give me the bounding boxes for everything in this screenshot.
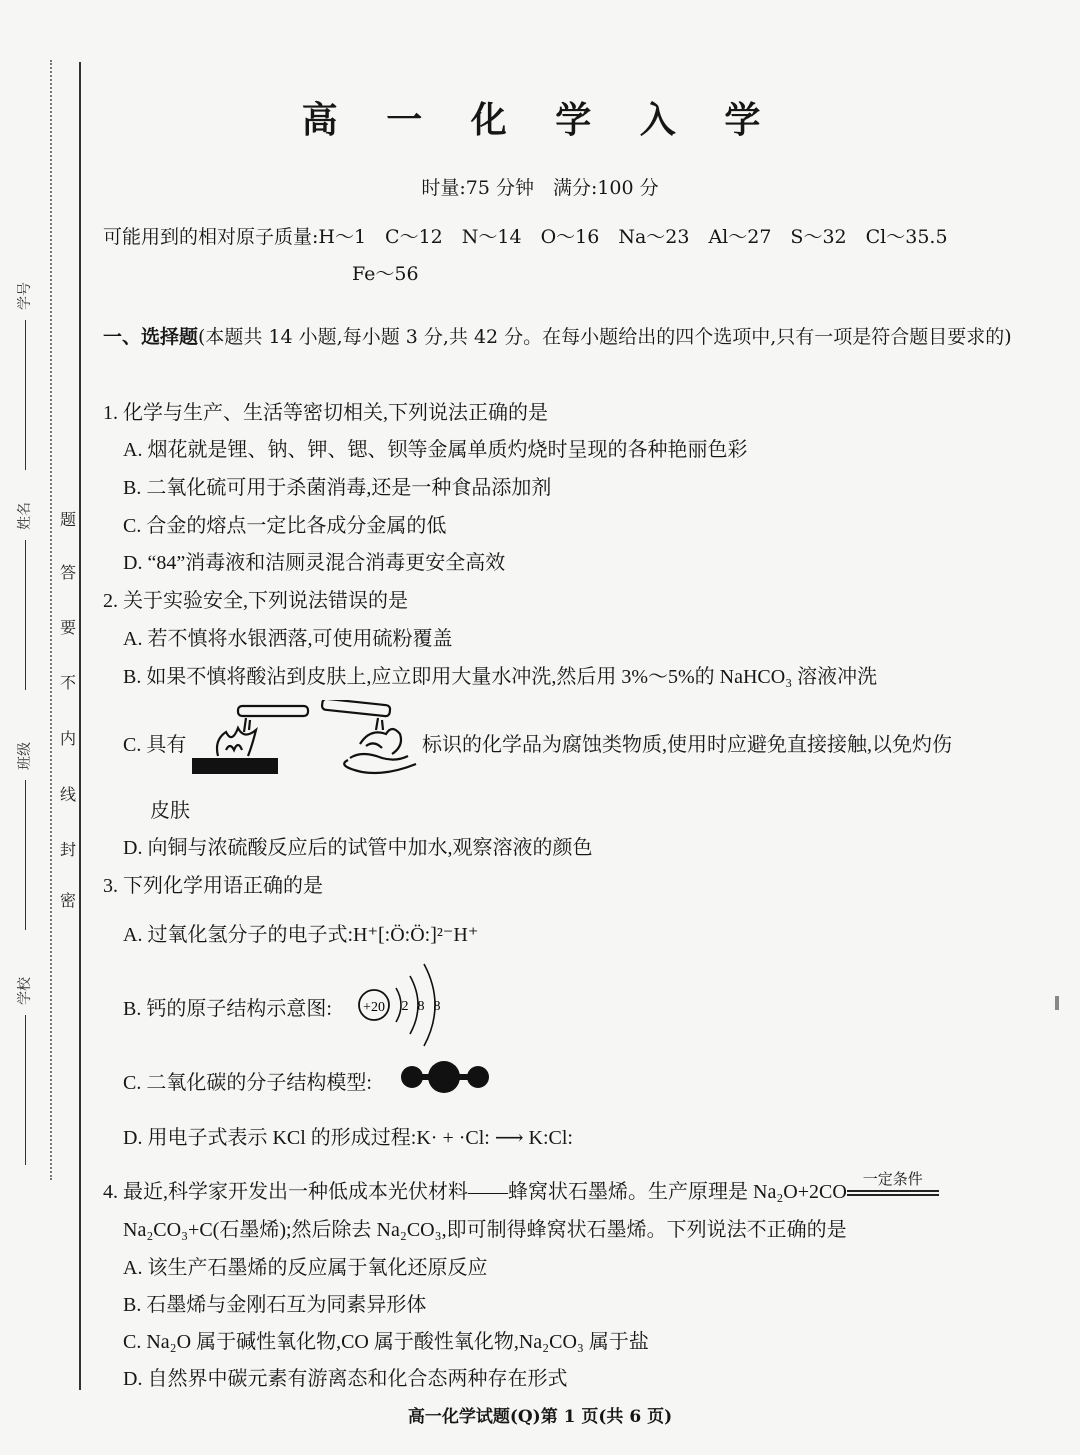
shell-2-electrons: 8 [417, 999, 425, 1014]
blank-line [25, 780, 26, 930]
q2-option-b: B. 如果不慎将酸沾到皮肤上,应立即用大量水冲洗,然后用 3%～5%的 NaHCO₃ 溶液冲洗 [123, 666, 878, 688]
margin-field-school: 学校 [14, 977, 34, 1165]
seal-char: 答 [59, 563, 76, 582]
seal-char: 线 [59, 785, 76, 804]
blank-line [25, 320, 26, 470]
q4-option-a: A. 该生产石墨烯的反应属于氧化还原反应 [123, 1257, 488, 1279]
margin-field-name: 姓名 [14, 502, 34, 690]
q4-stem-line2: Na₂CO₃+C(石墨烯);然后除去 Na₂CO₃,即可制得蜂窝状石墨烯。下列说法不正确的是 [123, 1219, 847, 1241]
exam-time-score: 时量:75 分钟 满分:100 分 [421, 177, 659, 199]
margin-field-student-id: 学号 [14, 282, 34, 470]
reaction-condition-arrow [847, 1172, 939, 1204]
blank-line [25, 540, 26, 690]
blank-line [25, 1015, 26, 1165]
q4-option-b: B. 石墨烯与金刚石互为同素异形体 [123, 1294, 427, 1316]
q3-option-c: C. 二氧化碳的分子结构模型: [123, 1072, 372, 1094]
q1-option-c: C. 合金的熔点一定比各成分金属的低 [123, 515, 447, 537]
reaction-condition: 一定条件 [862, 1172, 923, 1189]
q2-stem: 2. 关于实验安全,下列说法错误的是 [103, 590, 408, 612]
margin-field-class: 班级 [14, 742, 34, 930]
q1-option-b: B. 二氧化硫可用于杀菌消毒,还是一种食品添加剂 [123, 477, 552, 499]
q2-option-d: D. 向铜与浓硫酸反应后的试管中加水,观察溶液的颜色 [123, 837, 593, 859]
shell-3-electrons: 8 [433, 999, 441, 1014]
calcium-atom-structure-diagram [354, 958, 450, 1052]
q3-option-d: D. 用电子式表示 KCl 的形成过程:K· + ·Cl: ⟶ K:Cl: [123, 1127, 573, 1149]
section-label: 一、选择题 [103, 326, 199, 348]
atomic-masses-cont: Fe～56 [352, 263, 419, 285]
q3-stem: 3. 下列化学用语正确的是 [103, 875, 323, 897]
seal-char: 封 [59, 840, 76, 859]
q2-option-a: A. 若不慎将水银洒落,可使用硫粉覆盖 [123, 628, 453, 650]
seal-char: 不 [59, 673, 76, 692]
seal-char: 密 [59, 891, 76, 910]
page-footer: 高一化学试题(Q)第 1 页(共 6 页) [407, 1407, 673, 1427]
exam-title: 高 一 化 学 入 学 [301, 99, 779, 141]
scan-edge-mark [1055, 996, 1059, 1010]
q2-option-c-cont: 皮肤 [150, 800, 190, 822]
margin-dotted-line [50, 60, 52, 1180]
q3-option-b: B. 钙的原子结构示意图: [123, 998, 332, 1020]
q4-stem-text: 4. 最近,科学家开发出一种低成本光伏材料——蜂窝状石墨烯。生产原理是 Na₂O+2CO [103, 1181, 847, 1203]
corrosive-hazard-icon [186, 700, 422, 782]
section-heading [103, 319, 1038, 356]
q4-stem-line1 [103, 1172, 939, 1204]
nucleus-charge: +20 [363, 1000, 385, 1015]
q1-option-a: A. 烟花就是锂、钠、钾、锶、钡等金属单质灼烧时呈现的各种艳丽色彩 [123, 439, 748, 461]
atomic-masses: 可能用到的相对原子质量:H～1 C～12 N～14 O～16 Na～23 Al～27 S～32 Cl～35.5 [103, 226, 948, 248]
seal-char: 题 [59, 510, 76, 529]
q4-option-c: C. Na₂O 属于碱性氧化物,CO 属于酸性氧化物,Na₂CO₃ 属于盐 [123, 1331, 649, 1353]
co2-molecule-model-icon [396, 1060, 494, 1094]
q3-option-a: A. 过氧化氢分子的电子式:H⁺[:Ö:Ö:]²⁻H⁺ [123, 924, 479, 946]
q1-stem: 1. 化学与生产、生活等密切相关,下列说法正确的是 [103, 402, 548, 424]
section-instruction: (本题共 14 小题,每小题 3 分,共 42 分。在每小题给出的四个选项中,只有一项是符合题目要求的) [198, 326, 1012, 348]
seal-char: 要 [59, 618, 76, 637]
shell-1-electrons: 2 [401, 999, 409, 1014]
seal-char: 内 [59, 729, 76, 748]
margin-cut-line [79, 62, 81, 1390]
q2-option-c-prefix: C. 具有 [123, 734, 187, 756]
q1-option-d: D. “84”消毒液和洁厕灵混合消毒更安全高效 [123, 552, 506, 574]
q4-option-d: D. 自然界中碳元素有游离态和化合态两种存在形式 [123, 1368, 568, 1390]
q2-option-c-suffix: 标识的化学品为腐蚀类物质,使用时应避免直接接触,以免灼伤 [422, 734, 952, 756]
